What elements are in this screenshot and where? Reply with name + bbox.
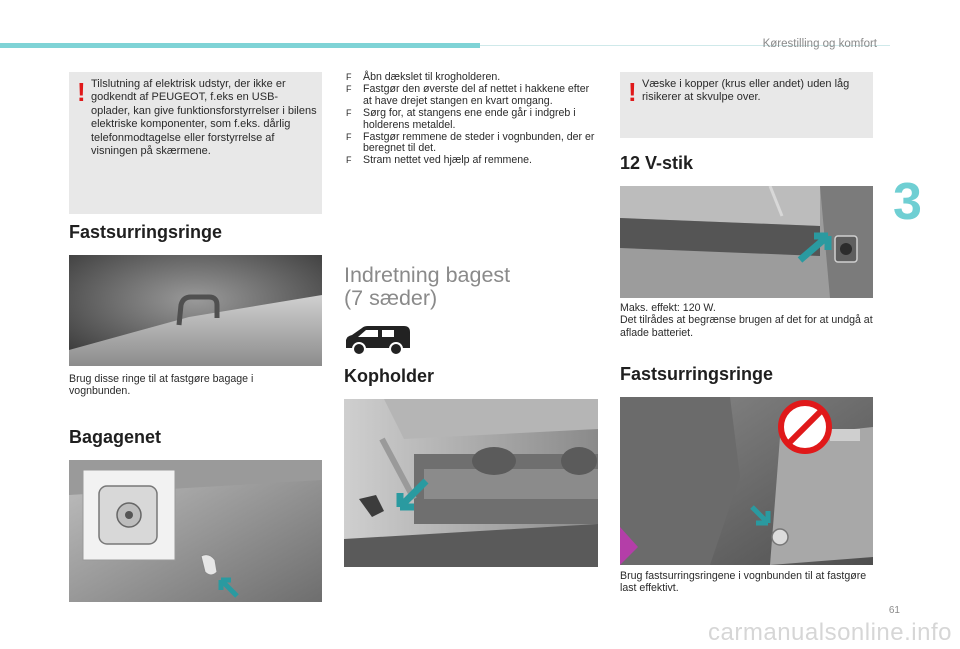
heading-bagagenet: Bagagenet (69, 427, 162, 447)
caption-fastsurringsringe-2: Brug fastsurringsringene i vognbunden til at fastgøre last effektivt. (620, 570, 867, 595)
step-item: F Stram nettet ved hjælp af remmene. (346, 154, 532, 167)
van-icon (344, 324, 412, 356)
photo-net-hook-holder (69, 460, 322, 602)
photo-cup-holder (344, 399, 598, 567)
step-item: F Fastgør den øverste del af nettet i hakkene efter at have drejet stangen en kvart omgang. (346, 82, 590, 107)
watermark: carmanualsonline.info (708, 619, 952, 646)
header-accent-bar (0, 43, 480, 48)
section-title: Kørestilling og komfort (762, 38, 877, 50)
warning-icon: ! (628, 77, 637, 107)
heading-kopholder: Kopholder (344, 366, 434, 386)
warning-text: Væske i kopper (krus eller andet) uden låg risikerer at skvulpe over. (642, 78, 850, 104)
heading-fastsurringsringe-2: Fastsurringsringe (620, 364, 774, 384)
photo-floor-lashing-rings (620, 397, 873, 565)
heading-fastsurringsringe: Fastsurringsringe (69, 222, 223, 242)
page-number: 61 (888, 605, 900, 616)
warning-text: Tilslutning af elektrisk udstyr, der ikke er godkendt af PEUGEOT, f.eks en USB-oplader, kan give funktionsforstyrrelser i bilens elektriske komponenter, som f.eks. dårlig telefonmodtagelse eller forstyrrelse af visningen på skærmene. (91, 78, 317, 158)
step-item: F Åbn dækslet til krogholderen. (346, 71, 501, 83)
warning-icon: ! (77, 77, 86, 107)
12v-info: Maks. effekt: 120 W. Det tilrådes at begrænse brugen af det for at undgå at aflade batteriet. (620, 302, 873, 339)
warning-box-electrical (69, 72, 322, 214)
step-item: F Sørg for, at stangens ene ende går i indgreb i holderens metaldel. (346, 106, 576, 131)
step-item: F Fastgør remmene de steder i vognbunden, der er beregnet til det. (346, 130, 595, 155)
photo-12v-socket (620, 186, 873, 298)
steps-list (344, 72, 600, 167)
caption-fastsurringsringe: Brug disse ringe til at fastgøre bagage i vognbunden. (69, 373, 254, 398)
section-heading-indretning: Indretning bagest (7 sæder) (344, 263, 511, 310)
chapter-number: 3 (893, 173, 922, 231)
photo-lashing-rings (69, 255, 322, 366)
heading-12v-stik: 12 V-stik (620, 153, 694, 173)
warning-box-cups (620, 72, 873, 138)
